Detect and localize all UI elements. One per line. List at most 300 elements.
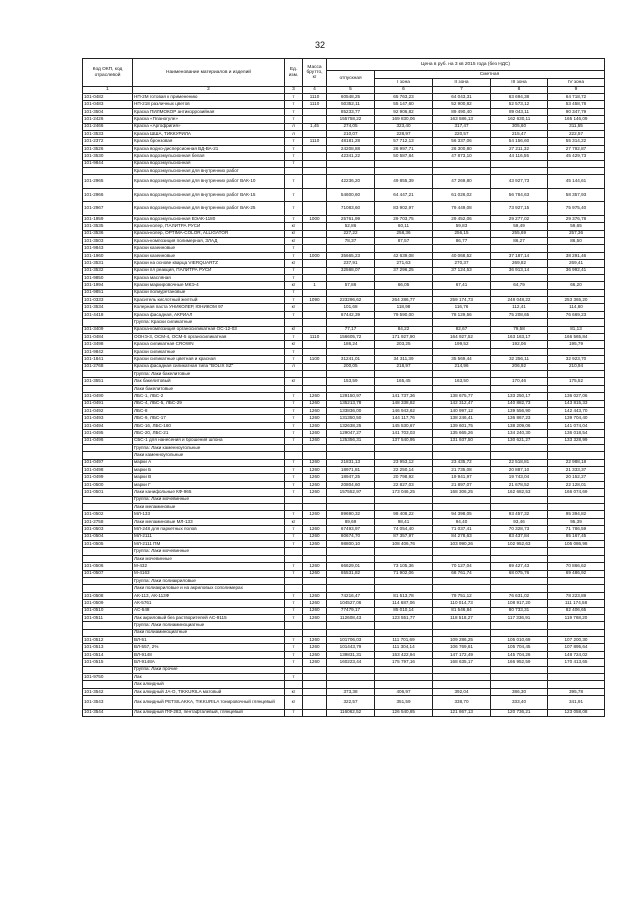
release-price: 21831,13 bbox=[327, 459, 375, 466]
zone-2-price bbox=[433, 496, 491, 503]
material-name: Группа: Лаки прочие bbox=[133, 666, 285, 673]
unit: т bbox=[285, 138, 303, 145]
zone-1-price: 23 953,12 bbox=[375, 459, 433, 466]
table-row bbox=[83, 274, 605, 281]
release-price: 52,86 bbox=[327, 223, 375, 230]
material-name: МЛ-248 для паркетных полов bbox=[133, 526, 285, 533]
mass bbox=[303, 622, 327, 629]
release-price: 89,69 bbox=[327, 518, 375, 525]
unit bbox=[285, 385, 303, 392]
okp-code: 101-0495 bbox=[83, 430, 133, 437]
zone-1-price: 85 010,14 bbox=[375, 607, 433, 614]
mass: 1260 bbox=[303, 570, 327, 577]
zone-2-price: 163,50 bbox=[433, 378, 491, 385]
okp-code: 101-0497 bbox=[83, 459, 133, 466]
table-row bbox=[83, 496, 605, 503]
material-name: Лаки меламиновые bbox=[133, 504, 285, 511]
zone-4-price: 107 200,30 bbox=[548, 637, 605, 644]
zone-3-price: 27 211,32 bbox=[491, 145, 548, 152]
material-name: Краска водоэмульсионная для внутренних работ bbox=[133, 167, 285, 174]
zone-2-price: 79 449,08 bbox=[433, 202, 491, 216]
mass bbox=[303, 674, 327, 681]
okp-code bbox=[83, 504, 133, 511]
zone-2-price: 259 174,73 bbox=[433, 297, 491, 304]
zone-2-price: 21 735,08 bbox=[433, 467, 491, 474]
zone-4-price bbox=[548, 348, 605, 355]
release-price bbox=[327, 548, 375, 555]
header-num: 7 bbox=[433, 87, 491, 94]
material-name: Лаки каменноугольные bbox=[133, 452, 285, 459]
zone-2-price bbox=[433, 289, 491, 296]
zone-1-price: 20 798,92 bbox=[375, 474, 433, 481]
material-name: НП-218 различных цветов bbox=[133, 101, 285, 108]
zone-2-price: 164 927,52 bbox=[433, 334, 491, 341]
zone-2-price: 116,76 bbox=[433, 304, 491, 311]
unit: т bbox=[285, 348, 303, 355]
material-name: Лаки полиаминоциатные bbox=[133, 629, 285, 636]
mass: 1260 bbox=[303, 651, 327, 658]
release-price: 101706,03 bbox=[327, 637, 375, 644]
release-price bbox=[327, 444, 375, 451]
zone-4-price bbox=[548, 274, 605, 281]
zone-1-price bbox=[375, 496, 433, 503]
release-price bbox=[327, 167, 375, 174]
table-row bbox=[83, 696, 605, 710]
mass bbox=[303, 385, 327, 392]
material-name: марки В bbox=[133, 474, 285, 481]
zone-3-price: 37 187,14 bbox=[491, 252, 548, 259]
okp-code: 101-9750 bbox=[83, 674, 133, 681]
table-row bbox=[83, 607, 605, 614]
unit: т bbox=[285, 674, 303, 681]
zone-3-price: 54 156,60 bbox=[491, 138, 548, 145]
material-name: Группа: Лаки каменноугольные bbox=[133, 444, 285, 451]
mass bbox=[303, 504, 327, 511]
unit bbox=[285, 629, 303, 636]
zone-1-price: 123 551,77 bbox=[375, 614, 433, 621]
zone-1-price bbox=[375, 629, 433, 636]
unit: кг bbox=[285, 688, 303, 695]
unit bbox=[285, 371, 303, 378]
okp-code bbox=[83, 666, 133, 673]
release-price: 274,05 bbox=[327, 123, 375, 130]
zone-1-price bbox=[375, 681, 433, 688]
zone-4-price: 36 992,41 bbox=[548, 267, 605, 274]
table-row bbox=[83, 385, 605, 392]
unit: т bbox=[285, 311, 303, 318]
zone-3-price bbox=[491, 577, 548, 584]
zone-1-price: 203,25 bbox=[375, 341, 433, 348]
mass bbox=[303, 577, 327, 584]
header-estimate-price: Сметная bbox=[375, 71, 605, 79]
zone-3-price: 255,69 bbox=[491, 230, 548, 237]
zone-3-price: 138 209,06 bbox=[491, 422, 548, 429]
zone-1-price: 258,36 bbox=[375, 230, 433, 237]
material-name: ВЛ-9148 bbox=[133, 651, 285, 658]
zone-2-price: 214,96 bbox=[433, 363, 491, 370]
zone-3-price bbox=[491, 681, 548, 688]
release-price: 42236,20 bbox=[327, 175, 375, 189]
unit: т bbox=[285, 267, 303, 274]
release-price: 54600,60 bbox=[327, 188, 375, 202]
table-row bbox=[83, 237, 605, 244]
mass bbox=[303, 326, 327, 333]
header-zone-3: III зона bbox=[491, 79, 548, 87]
unit: т bbox=[285, 252, 303, 259]
zone-3-price: 20 887,10 bbox=[491, 467, 548, 474]
zone-4-price: 27 792,87 bbox=[548, 145, 605, 152]
unit: т bbox=[285, 245, 303, 252]
table-row bbox=[83, 101, 605, 108]
header-num: 4 bbox=[303, 87, 327, 94]
zone-2-price: 270,37 bbox=[433, 260, 491, 267]
okp-code: 101-2372 bbox=[83, 138, 133, 145]
okp-code bbox=[83, 622, 133, 629]
material-name: Краска ШША, ТИККУРИЛА bbox=[133, 130, 285, 137]
material-name: Краски силикатные bbox=[133, 348, 285, 355]
unit: т bbox=[285, 600, 303, 607]
zone-3-price: 36 913,14 bbox=[491, 267, 548, 274]
zone-1-price: 323,40 bbox=[375, 123, 433, 130]
zone-2-price bbox=[433, 160, 491, 167]
table-row bbox=[83, 555, 605, 562]
zone-2-price: 64 043,31 bbox=[433, 94, 491, 101]
zone-1-price: 50 587,84 bbox=[375, 153, 433, 160]
release-price: 112608,43 bbox=[327, 614, 375, 621]
unit: кг bbox=[285, 223, 303, 230]
release-price: 116062,52 bbox=[327, 709, 375, 716]
table-row bbox=[83, 570, 605, 577]
table-row bbox=[83, 311, 605, 318]
zone-2-price: 47 269,80 bbox=[433, 175, 491, 189]
table-row bbox=[83, 629, 605, 636]
zone-3-price: 248 048,22 bbox=[491, 297, 548, 304]
zone-4-price bbox=[548, 548, 605, 555]
table-row bbox=[83, 167, 605, 174]
release-price: 227,22 bbox=[327, 230, 375, 237]
release-price: 98800,10 bbox=[327, 540, 375, 547]
release-price bbox=[327, 289, 375, 296]
zone-3-price: 89 043,11 bbox=[491, 108, 548, 115]
zone-3-price bbox=[491, 629, 548, 636]
unit bbox=[285, 585, 303, 592]
material-name: Группа: Лаки бакелитовые bbox=[133, 371, 285, 378]
zone-4-price: 45 144,61 bbox=[548, 175, 605, 189]
zone-4-price bbox=[548, 496, 605, 503]
release-price: 131350,50 bbox=[327, 415, 375, 422]
mass: 1110 bbox=[303, 101, 327, 108]
zone-1-price: 111 701,69 bbox=[375, 637, 433, 644]
unit: т bbox=[285, 215, 303, 222]
unit: л bbox=[285, 123, 303, 130]
zone-2-price: 135 665,26 bbox=[433, 430, 491, 437]
mass: 1260 bbox=[303, 540, 327, 547]
okp-code bbox=[83, 548, 133, 555]
zone-4-price: 76 669,23 bbox=[548, 311, 605, 318]
mass: 1260 bbox=[303, 659, 327, 666]
zone-2-price: 109 286,25 bbox=[433, 637, 491, 644]
table-row bbox=[83, 289, 605, 296]
zone-1-price: 141 737,36 bbox=[375, 393, 433, 400]
mass: 1260 bbox=[303, 489, 327, 496]
material-name: Краска-колер, ПАЛИТРА РУСИ bbox=[133, 223, 285, 230]
okp-code: 101-0502 bbox=[83, 511, 133, 518]
okp-code: 101-0512 bbox=[83, 637, 133, 644]
zone-2-price: 26 300,80 bbox=[433, 145, 491, 152]
zone-4-price: 64 718,72 bbox=[548, 94, 605, 101]
zone-1-price bbox=[375, 371, 433, 378]
release-price: 153,59 bbox=[327, 378, 375, 385]
material-name: М-4163 bbox=[133, 570, 285, 577]
zone-4-price: 66,20 bbox=[548, 282, 605, 289]
material-name: МЛ-2111 bbox=[133, 533, 285, 540]
mass bbox=[303, 167, 327, 174]
zone-2-price: 94 398,05 bbox=[433, 511, 491, 518]
zone-3-price: 120 736,21 bbox=[491, 709, 548, 716]
zone-1-price: 169 830,06 bbox=[375, 116, 433, 123]
okp-code: 101-3526 bbox=[83, 145, 133, 152]
header-name: Наименование материалов и изделий bbox=[133, 59, 285, 87]
zone-3-price: 130 621,27 bbox=[491, 437, 548, 444]
unit: т bbox=[285, 274, 303, 281]
table-row bbox=[83, 230, 605, 237]
mass: 1260 bbox=[303, 644, 327, 651]
table-row bbox=[83, 430, 605, 437]
zone-1-price: 126 540,85 bbox=[375, 709, 433, 716]
zone-2-price: 23 435,72 bbox=[433, 459, 491, 466]
zone-4-price: 222,57 bbox=[548, 130, 605, 137]
zone-4-price bbox=[548, 444, 605, 451]
zone-1-price: 92 906,82 bbox=[375, 108, 433, 115]
okp-code: 101-3504 bbox=[83, 108, 133, 115]
unit: т bbox=[285, 202, 303, 216]
table-row bbox=[83, 94, 605, 101]
zone-1-price: 66,05 bbox=[375, 282, 433, 289]
okp-code: 101-2466 bbox=[83, 123, 133, 130]
zone-4-price: 58 357,93 bbox=[548, 188, 605, 202]
mass bbox=[303, 116, 327, 123]
zone-4-price: 78 223,89 bbox=[548, 592, 605, 599]
okp-code: 101-0511 bbox=[83, 614, 133, 621]
zone-4-price: 114,60 bbox=[548, 304, 605, 311]
okp-code bbox=[83, 585, 133, 592]
zone-2-price: 256,15 bbox=[433, 230, 491, 237]
zone-4-price: 81,13 bbox=[548, 326, 605, 333]
zone-2-price: 70 127,04 bbox=[433, 563, 491, 570]
zone-4-price: 341,91 bbox=[548, 696, 605, 710]
unit: т bbox=[285, 474, 303, 481]
zone-2-price: 40 068,52 bbox=[433, 252, 491, 259]
zone-4-price: 20 152,27 bbox=[548, 474, 605, 481]
table-row bbox=[83, 116, 605, 123]
mass bbox=[303, 348, 327, 355]
unit: т bbox=[285, 153, 303, 160]
okp-code: 101-1959 bbox=[83, 215, 133, 222]
zone-1-price: 64 447,21 bbox=[375, 188, 433, 202]
unit: кг bbox=[285, 230, 303, 237]
okp-code: 101-3533 bbox=[83, 130, 133, 137]
unit: кг bbox=[285, 282, 303, 289]
release-price: 373,38 bbox=[327, 688, 375, 695]
zone-1-price bbox=[375, 585, 433, 592]
zone-4-price: 111 174,58 bbox=[548, 600, 605, 607]
zone-2-price bbox=[433, 548, 491, 555]
zone-4-price: 21 333,37 bbox=[548, 467, 605, 474]
mass bbox=[303, 245, 327, 252]
zone-2-price: 82,67 bbox=[433, 326, 491, 333]
zone-2-price: 59,83 bbox=[433, 223, 491, 230]
zone-3-price: 68 075,76 bbox=[491, 570, 548, 577]
zone-2-price bbox=[433, 555, 491, 562]
unit: кг bbox=[285, 304, 303, 311]
unit: кг bbox=[285, 326, 303, 333]
release-price: 125356,31 bbox=[327, 437, 375, 444]
header-release-price: отпускная bbox=[327, 71, 375, 87]
zone-1-price: 22 827,03 bbox=[375, 481, 433, 488]
zone-4-price bbox=[548, 577, 605, 584]
zone-2-price: 168 306,25 bbox=[433, 489, 491, 496]
mass bbox=[303, 341, 327, 348]
okp-code: 101-3503 bbox=[83, 237, 133, 244]
zone-1-price: 98 408,22 bbox=[375, 511, 433, 518]
okp-code: 101-2768 bbox=[83, 363, 133, 370]
okp-code: 101-3543 bbox=[83, 696, 133, 710]
mass bbox=[303, 230, 327, 237]
material-name: Краски казеиновые bbox=[133, 252, 285, 259]
zone-1-price bbox=[375, 319, 433, 326]
mass: 1260 bbox=[303, 422, 327, 429]
mass bbox=[303, 175, 327, 189]
zone-1-price: 271,63 bbox=[375, 260, 433, 267]
material-name: Краска бронзовая bbox=[133, 138, 285, 145]
table-row bbox=[83, 504, 605, 511]
zone-1-price: 108 406,76 bbox=[375, 540, 433, 547]
zone-1-price: 65 763,23 bbox=[375, 94, 433, 101]
material-name: Краска-колер, OPTIMA-COLOR, ALLIGATOR bbox=[133, 230, 285, 237]
material-name: Краски на основе кварца VIERQUARTZ bbox=[133, 260, 285, 267]
zone-4-price bbox=[548, 160, 605, 167]
release-price: 20804,60 bbox=[327, 481, 375, 488]
release-price: 25761,99 bbox=[327, 215, 375, 222]
okp-code: 101-3544 bbox=[83, 709, 133, 716]
mass: 1090 bbox=[303, 297, 327, 304]
zone-3-price bbox=[491, 496, 548, 503]
table-row bbox=[83, 123, 605, 130]
material-name: МЛ-133 bbox=[133, 511, 285, 518]
header-num: 6 bbox=[375, 87, 433, 94]
header-num: 5 bbox=[327, 87, 375, 94]
unit: т bbox=[285, 297, 303, 304]
zone-2-price bbox=[433, 371, 491, 378]
okp-code: 101-0505 bbox=[83, 540, 133, 547]
zone-1-price bbox=[375, 504, 433, 511]
header-num: 8 bbox=[491, 87, 548, 94]
table-row bbox=[83, 585, 605, 592]
zone-3-price: 19 743,04 bbox=[491, 474, 548, 481]
okp-code: 101-2426 bbox=[83, 116, 133, 123]
okp-code: 101-0503 bbox=[83, 526, 133, 533]
material-name: ЛБС-1, ЛБС-2 bbox=[133, 393, 285, 400]
table-row bbox=[83, 282, 605, 289]
table-row bbox=[83, 452, 605, 459]
zone-2-price: 67,41 bbox=[433, 282, 491, 289]
material-name: Лак акриловый без растворителей АС-9115 bbox=[133, 614, 285, 621]
mass bbox=[303, 371, 327, 378]
mass: 1260 bbox=[303, 437, 327, 444]
table-row bbox=[83, 489, 605, 496]
mass: 1260 bbox=[303, 637, 327, 644]
material-name: Лаки меламиновые МЛ-133 bbox=[133, 518, 285, 525]
mass: 1260 bbox=[303, 415, 327, 422]
table-row bbox=[83, 526, 605, 533]
zone-3-price bbox=[491, 452, 548, 459]
table-row bbox=[83, 592, 605, 599]
zone-4-price: 133 328,99 bbox=[548, 437, 605, 444]
material-name: М-432 bbox=[133, 563, 285, 570]
mass bbox=[303, 160, 327, 167]
zone-3-price bbox=[491, 371, 548, 378]
okp-code: 101-3532 bbox=[83, 267, 133, 274]
zone-2-price: 118 518,27 bbox=[433, 614, 491, 621]
material-name: Краски маркировочные МКЭ-4 bbox=[133, 282, 285, 289]
release-price: 77479,17 bbox=[327, 607, 375, 614]
table-row bbox=[83, 407, 605, 414]
zone-4-price: 195,79 bbox=[548, 341, 605, 348]
okp-code: 101-2965 bbox=[83, 175, 133, 189]
unit: кг bbox=[285, 237, 303, 244]
zone-3-price bbox=[491, 319, 548, 326]
unit bbox=[285, 622, 303, 629]
unit: т bbox=[285, 563, 303, 570]
zone-1-price: 87,57 bbox=[375, 237, 433, 244]
okp-code: 101-0482 bbox=[83, 94, 133, 101]
unit: т bbox=[285, 101, 303, 108]
release-price: 101,68 bbox=[327, 304, 375, 311]
zone-2-price: 168 635,17 bbox=[433, 659, 491, 666]
okp-code: 101-9843 bbox=[83, 245, 133, 252]
unit bbox=[285, 496, 303, 503]
unit: т bbox=[285, 540, 303, 547]
table-row bbox=[83, 467, 605, 474]
unit: кг bbox=[285, 518, 303, 525]
zone-3-price bbox=[491, 289, 548, 296]
material-name: ВЛ-9148А bbox=[133, 659, 285, 666]
zone-2-price: 338,70 bbox=[433, 696, 491, 710]
material-name: АК-5761 bbox=[133, 600, 285, 607]
zone-3-price: 83 437,84 bbox=[491, 533, 548, 540]
zone-4-price: 148 724,02 bbox=[548, 651, 605, 658]
okp-code: 101-0484 bbox=[83, 334, 133, 341]
zone-3-price bbox=[491, 666, 548, 673]
mass bbox=[303, 237, 327, 244]
zone-1-price: 71 902,06 bbox=[375, 570, 433, 577]
release-price: 322,57 bbox=[327, 696, 375, 710]
okp-code: 101-0504 bbox=[83, 533, 133, 540]
material-name: Группа: Лаки мочевинные bbox=[133, 496, 285, 503]
material-name: Краска водоэмульсионная ВЭАК-1180 bbox=[133, 215, 285, 222]
material-name: Краска силикатная CROWN bbox=[133, 341, 285, 348]
zone-2-price: 29 452,06 bbox=[433, 215, 491, 222]
table-row bbox=[83, 326, 605, 333]
okp-code: 101-3536 bbox=[83, 230, 133, 237]
mass bbox=[303, 153, 327, 160]
zone-2-price: 142 312,47 bbox=[433, 400, 491, 407]
zone-3-price bbox=[491, 385, 548, 392]
material-name: Группа: Лаки полиакриловые bbox=[133, 577, 285, 584]
material-name: Лак bbox=[133, 674, 285, 681]
zone-1-price: 175 797,16 bbox=[375, 659, 433, 666]
okp-code: 101-3531 bbox=[83, 260, 133, 267]
